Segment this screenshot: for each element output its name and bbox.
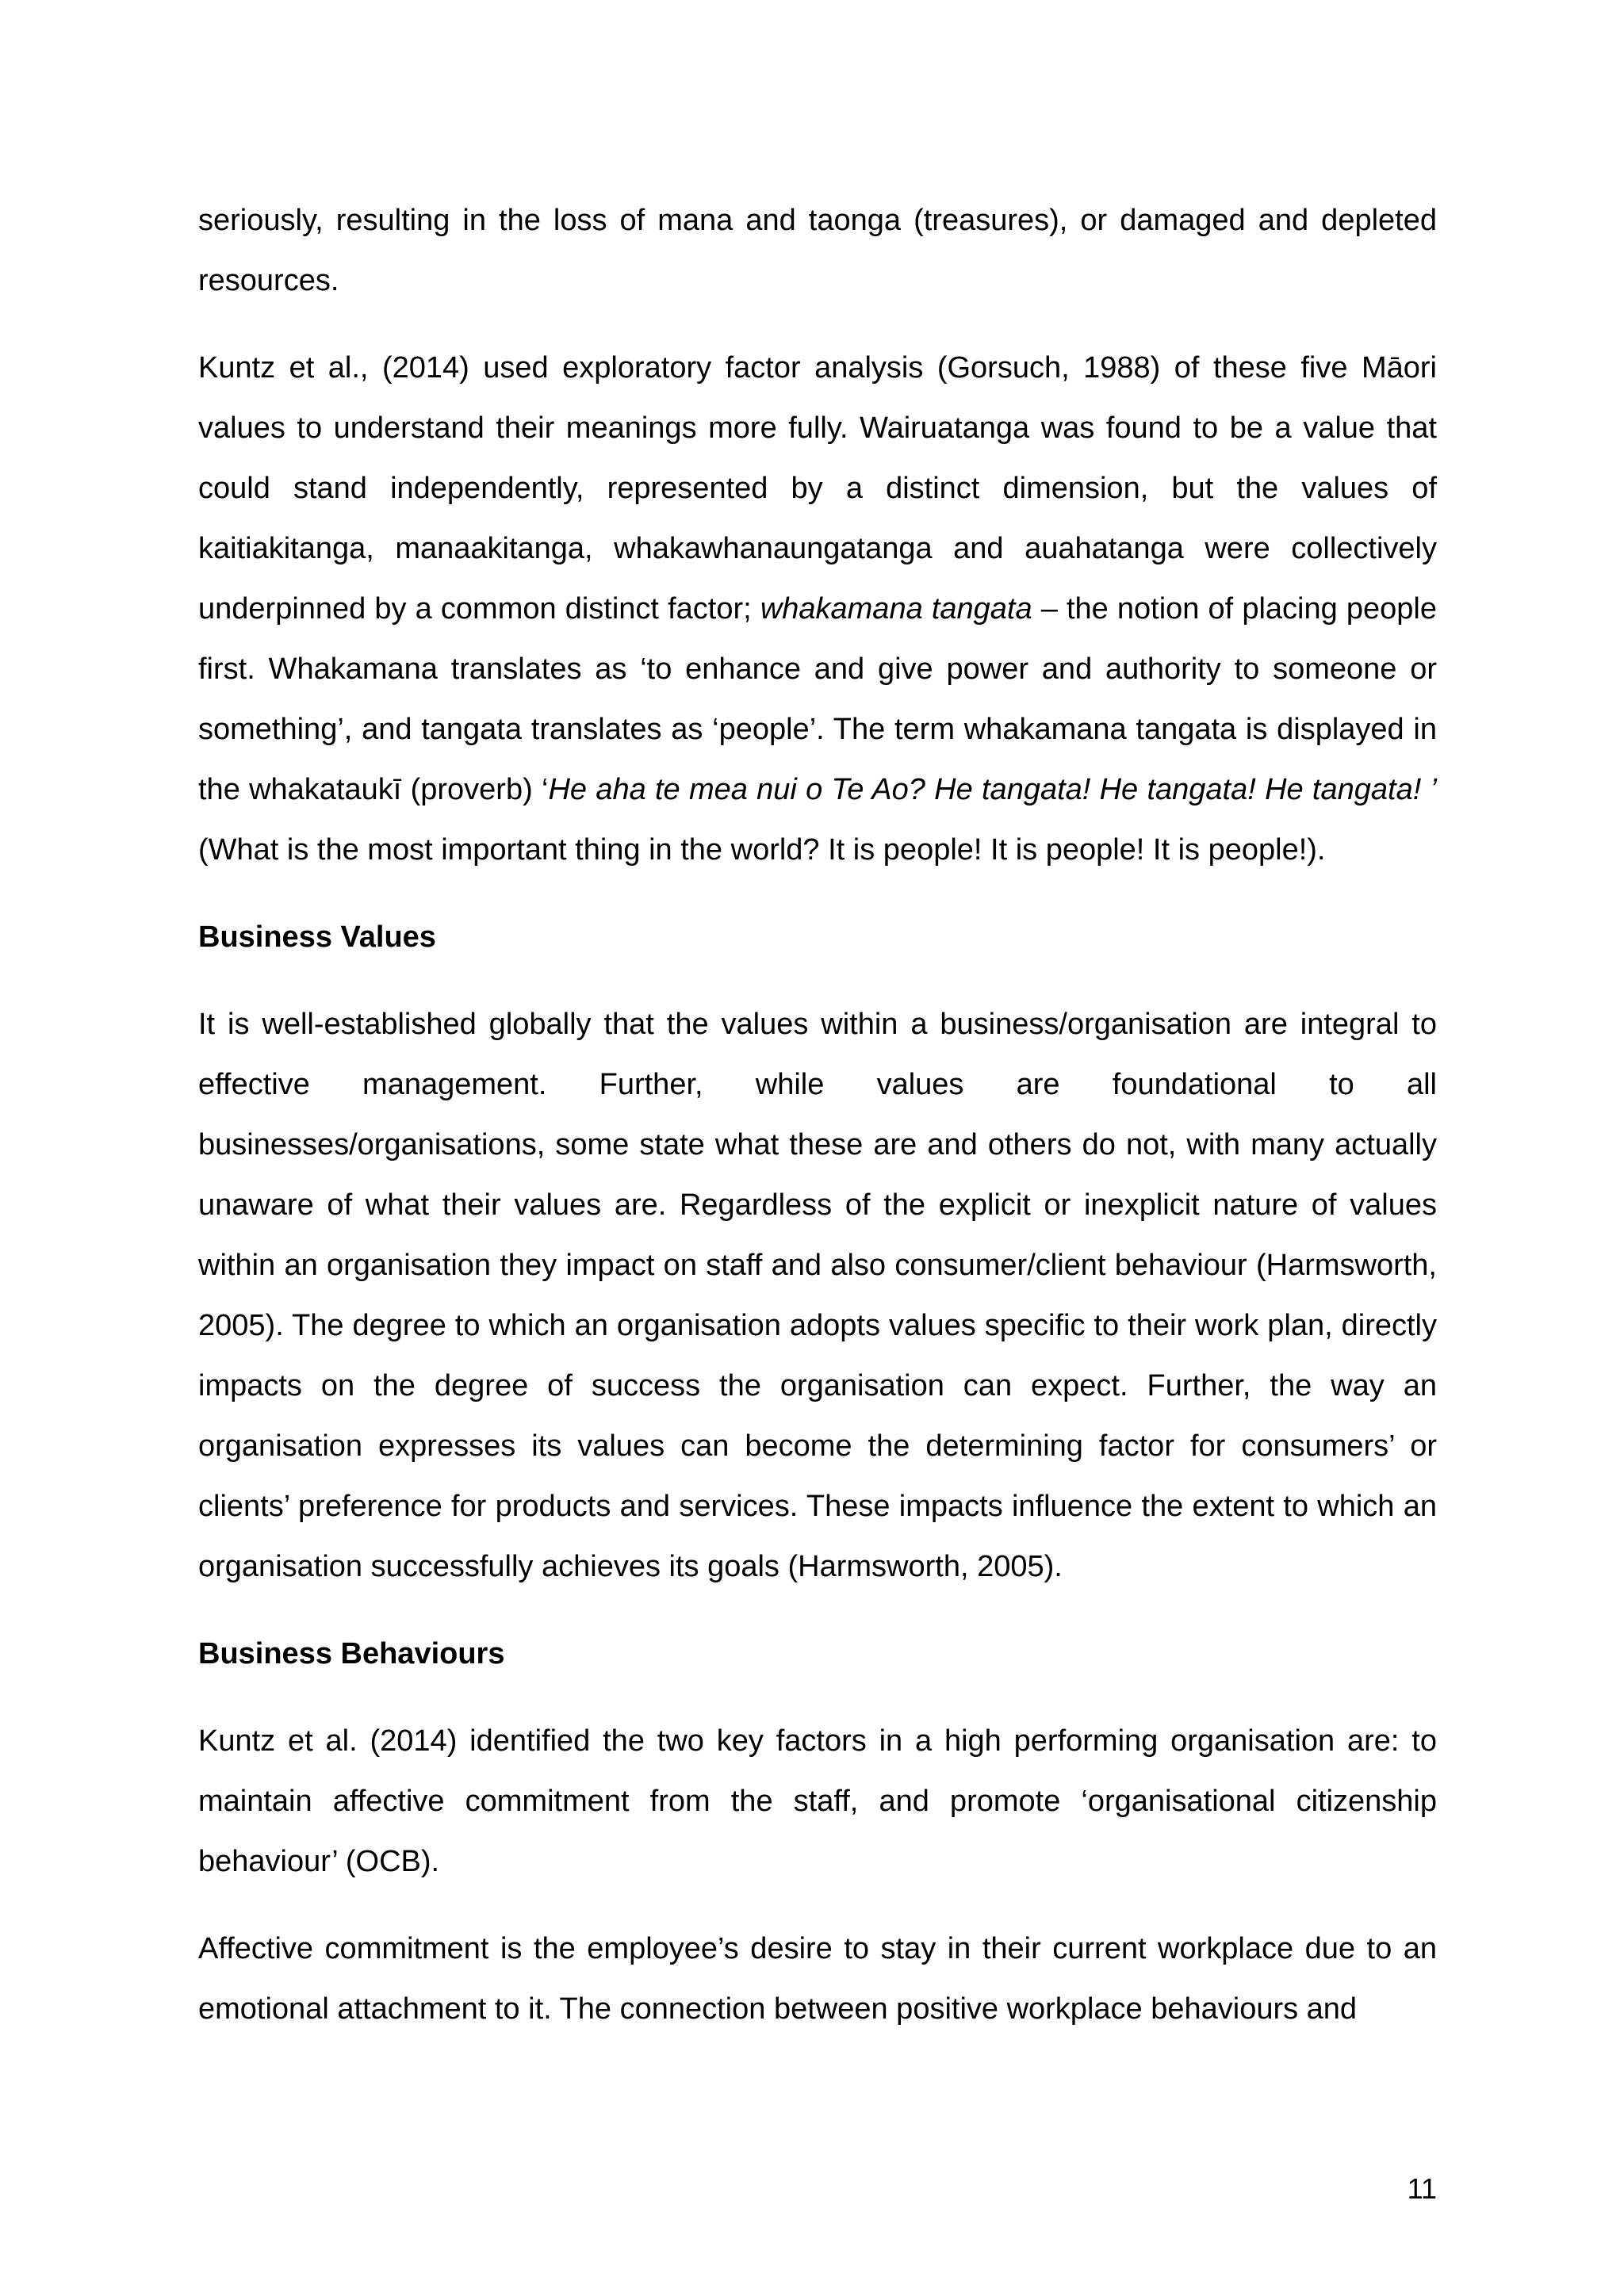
paragraph-affective-commitment: Affective commitment is the employee’s desire to stay in their current workplace due to an emotional attachment to it. The connection between positive workplace behaviours and <box>198 1932 1437 2026</box>
paragraph-text: Kuntz et al., (2014) used exploratory factor analysis (Gorsuch, 1988) of these five Māori values to understand their meanings more fully. Wairuatanga was found to be a value that could stand independently, represented by a distinct dimension, but the values of kaitiakitanga, manaakitanga, whakawhanaungatanga and auahatanga were collectively underpinned by a common distinct factor; <box>198 351 1437 626</box>
italic-term: whakamana tangata <box>760 592 1032 626</box>
italic-proverb: He aha te mea nui o Te Ao? He tangata! He tangata! He tangata! ’ <box>548 773 1437 806</box>
section-heading-business-behaviours: Business Behaviours <box>198 1637 505 1670</box>
page-number: 11 <box>1407 2172 1437 2205</box>
paragraph-text: (What is the most important thing in the world? It is people! It is people! It is people!). <box>198 833 1326 867</box>
paragraph-continuation: seriously, resulting in the loss of mana and taonga (treasures), or damaged and depleted resources. <box>198 204 1437 297</box>
paragraph-text: – the notion of placing people first. Whakamana translates as ‘to enhance and give power and authority to someone or something’, and tangata translates as ‘people’. The term whakamana tangata is displayed in the whakataukī (proverb) ‘ <box>198 592 1437 806</box>
paragraph-factor-analysis <box>198 338 1437 880</box>
page-content <box>198 190 1437 2066</box>
paragraph-business-values: It is well-established globally that the values within a business/organisation are integral to effective management. Further, while values are foundational to all businesses/organisations, some state what these are and others do not, with many actually unaware of what their values are. Regardless of the explicit or inexplicit nature of values within an organisation they impact on staff and also consumer/client behaviour (Harmsworth, 2005). The degree to which an organisation adopts values specific to their work plan, directly impacts on the degree of success the organisation can expect. Further, the way an organisation expresses its values can become the determining factor for consumers’ or clients’ preference for products and services. These impacts influence the extent to which an organisation successfully achieves its goals (Harmsworth, 2005). <box>198 1008 1437 1583</box>
section-heading-business-values: Business Values <box>198 920 436 954</box>
paragraph-key-factors: Kuntz et al. (2014) identified the two key factors in a high performing organisation are: to maintain affective commitment from the staff, and promote ‘organisational citizenship behaviour’ (OCB). <box>198 1724 1437 1878</box>
